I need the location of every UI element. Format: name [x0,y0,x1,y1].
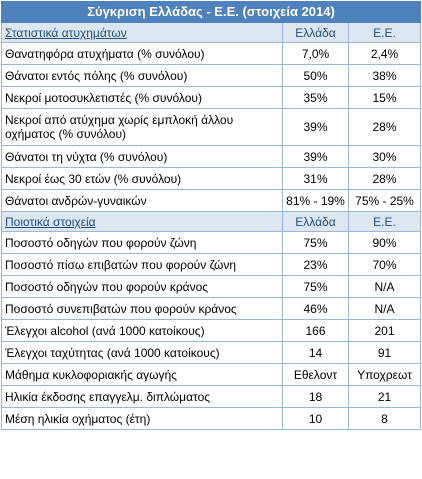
row-label: Νεκροί μοτοσυκλετιστές (% συνόλου) [2,87,283,109]
table-row [2,320,421,342]
table-title-row [2,2,421,23]
greece-value: 10 [283,408,349,430]
section-header-quality-data [2,212,421,232]
section-header-accident-stats [2,23,421,43]
eu-value: N/A [349,298,421,320]
table-row [2,65,421,87]
column-header-eu: Ε.Ε. [349,212,421,232]
table-row [2,254,421,276]
comparison-table [1,1,421,430]
row-label: Θάνατοι ανδρών-γυναικών [2,190,283,212]
eu-value: 28% [349,168,421,190]
table-row [2,43,421,65]
table-row [2,146,421,168]
greece-value: 18 [283,386,349,408]
greece-value: 39% [283,109,349,146]
row-label: Έλεγχοι ταχύτητας (ανά 1000 κατοίκους) [2,342,283,364]
greece-value: 7,0% [283,43,349,65]
column-header-eu: Ε.Ε. [349,23,421,43]
greece-value: 166 [283,320,349,342]
greece-value: 35% [283,87,349,109]
row-label: Έλεγχοι alcohol (ανά 1000 κατοίκους) [2,320,283,342]
comparison-table-container [1,1,420,430]
row-label: Θάνατοι τη νύχτα (% συνόλου) [2,146,283,168]
greece-value: 39% [283,146,349,168]
table-row [2,87,421,109]
row-label: Ποσοστό οδηγών που φορούν ζώνη [2,232,283,254]
table-row [2,276,421,298]
row-label: Μάθημα κυκλοφοριακής αγωγής [2,364,283,386]
eu-value: Υποχρεωτ [349,364,421,386]
row-label: Θανατηφόρα ατυχήματα (% συνόλου) [2,43,283,65]
row-label: Ηλικία έκδοσης επαγγελμ. διπλώματος [2,386,283,408]
eu-value: 38% [349,65,421,87]
greece-value: 81% - 19% [283,190,349,212]
table-row [2,342,421,364]
eu-value: 91 [349,342,421,364]
row-label: Νεκροί από ατύχημα χωρίς εμπλοκή άλλου οχήματος (% συνόλου) [2,109,283,146]
greece-value: 31% [283,168,349,190]
eu-value: 201 [349,320,421,342]
row-label: Ποσοστό πίσω επιβατών που φορούν ζώνη [2,254,283,276]
eu-value: 28% [349,109,421,146]
row-label: Ποσοστό οδηγών που φορούν κράνος [2,276,283,298]
table-row [2,232,421,254]
eu-value: 70% [349,254,421,276]
greece-value: 75% [283,232,349,254]
section-label: Στατιστικά ατυχημάτων [2,23,283,43]
row-label: Μέση ηλικία οχήματος (έτη) [2,408,283,430]
column-header-greece: Ελλάδα [283,23,349,43]
table-title: Σύγκριση Ελλάδας - Ε.Ε. (στοιχεία 2014) [2,2,421,23]
table-row [2,298,421,320]
table-row [2,364,421,386]
table-row [2,190,421,212]
row-label: Ποσοστό συνεπιβατών που φορούν κράνος [2,298,283,320]
table-row [2,168,421,190]
greece-value: 23% [283,254,349,276]
greece-value: Εθελοντ [283,364,349,386]
column-header-greece: Ελλάδα [283,212,349,232]
eu-value: 75% - 25% [349,190,421,212]
eu-value: 30% [349,146,421,168]
row-label: Νεκροί έως 30 ετών (% συνόλου) [2,168,283,190]
eu-value: 90% [349,232,421,254]
table-row [2,408,421,430]
eu-value: 15% [349,87,421,109]
greece-value: 46% [283,298,349,320]
eu-value: 2,4% [349,43,421,65]
row-label: Θάνατοι εντός πόλης (% συνόλου) [2,65,283,87]
section-label: Ποιοτικά στοιχεία [2,212,283,232]
greece-value: 14 [283,342,349,364]
eu-value: N/A [349,276,421,298]
eu-value: 21 [349,386,421,408]
greece-value: 75% [283,276,349,298]
table-row [2,109,421,146]
greece-value: 50% [283,65,349,87]
table-row [2,386,421,408]
eu-value: 8 [349,408,421,430]
